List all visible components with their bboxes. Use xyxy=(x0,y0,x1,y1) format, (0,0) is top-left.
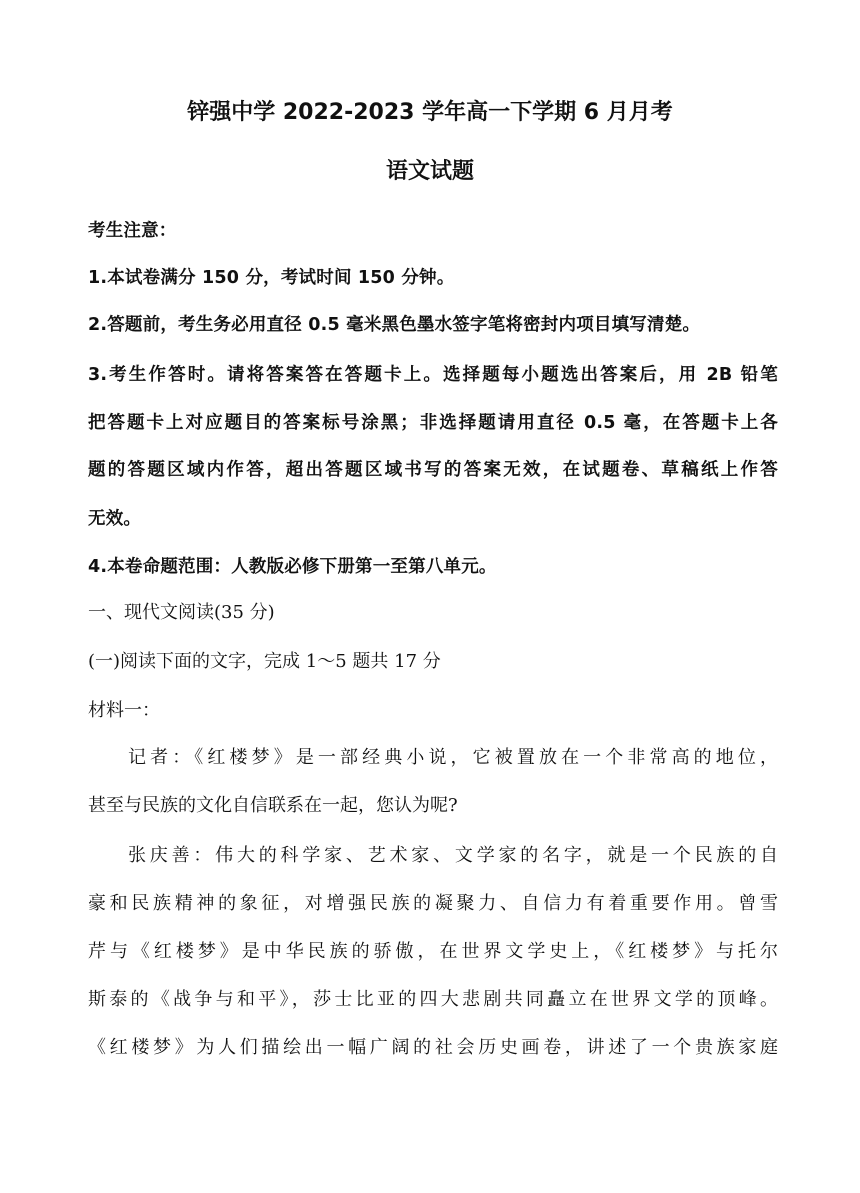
paragraph-line: 张庆善：伟大的科学家、艺术家、文学家的名字，就是一个民族的自 xyxy=(128,845,778,866)
exam-subtitle: 语文试题 xyxy=(385,159,474,184)
exam-title: 锌强中学 2022-2023 学年高一下学期 6 月月考 xyxy=(187,100,673,125)
notice-line-3-cont-a: 把答题卡上对应题目的答案标号涂黑；非选择题请用直径 0.5 毫，在答题卡上各 xyxy=(88,413,778,433)
notice-line-1: 1.本试卷满分 150 分，考试时间 150 分钟。 xyxy=(88,268,455,288)
notice-line-3-cont-c: 无效。 xyxy=(88,509,142,529)
section-subheading: (一)阅读下面的文字，完成 1～5 题共 17 分 xyxy=(88,651,441,672)
notice-line-3: 3.考生作答时。请将答案答在答题卡上。选择题每小题选出答案后，用 2B 铅笔 xyxy=(88,365,778,385)
material-label: 材料一： xyxy=(88,700,160,721)
section-heading: 一、现代文阅读(35 分) xyxy=(88,602,275,623)
paragraph-line: 斯泰的《战争与和平》，莎士比亚的四大悲剧共同矗立在世界文学的顶峰。 xyxy=(88,989,778,1010)
paragraph-line: 甚至与民族的文化自信联系在一起，您认为呢? xyxy=(88,795,458,816)
paragraph-line: 《红楼梦》为人们描绘出一幅广阔的社会历史画卷，讲述了一个贵族家庭 xyxy=(88,1037,778,1058)
notice-heading: 考生注意： xyxy=(88,221,177,241)
notice-line-4: 4.本卷命题范围：人教版必修下册第一至第八单元。 xyxy=(88,557,497,577)
paragraph-line: 记者：《红楼梦》是一部经典小说，它被置放在一个非常高的地位， xyxy=(128,747,778,768)
notice-line-3-cont-b: 题的答题区域内作答，超出答题区域书写的答案无效，在试题卷、草稿纸上作答 xyxy=(88,460,778,480)
paragraph-line: 芹与《红楼梦》是中华民族的骄傲，在世界文学史上，《红楼梦》与托尔 xyxy=(88,941,778,962)
paragraph-line: 豪和民族精神的象征，对增强民族的凝聚力、自信力有着重要作用。曾雪 xyxy=(88,893,778,914)
notice-line-2: 2.答题前，考生务必用直径 0.5 毫米黑色墨水签字笔将密封内项目填写清楚。 xyxy=(88,315,701,335)
